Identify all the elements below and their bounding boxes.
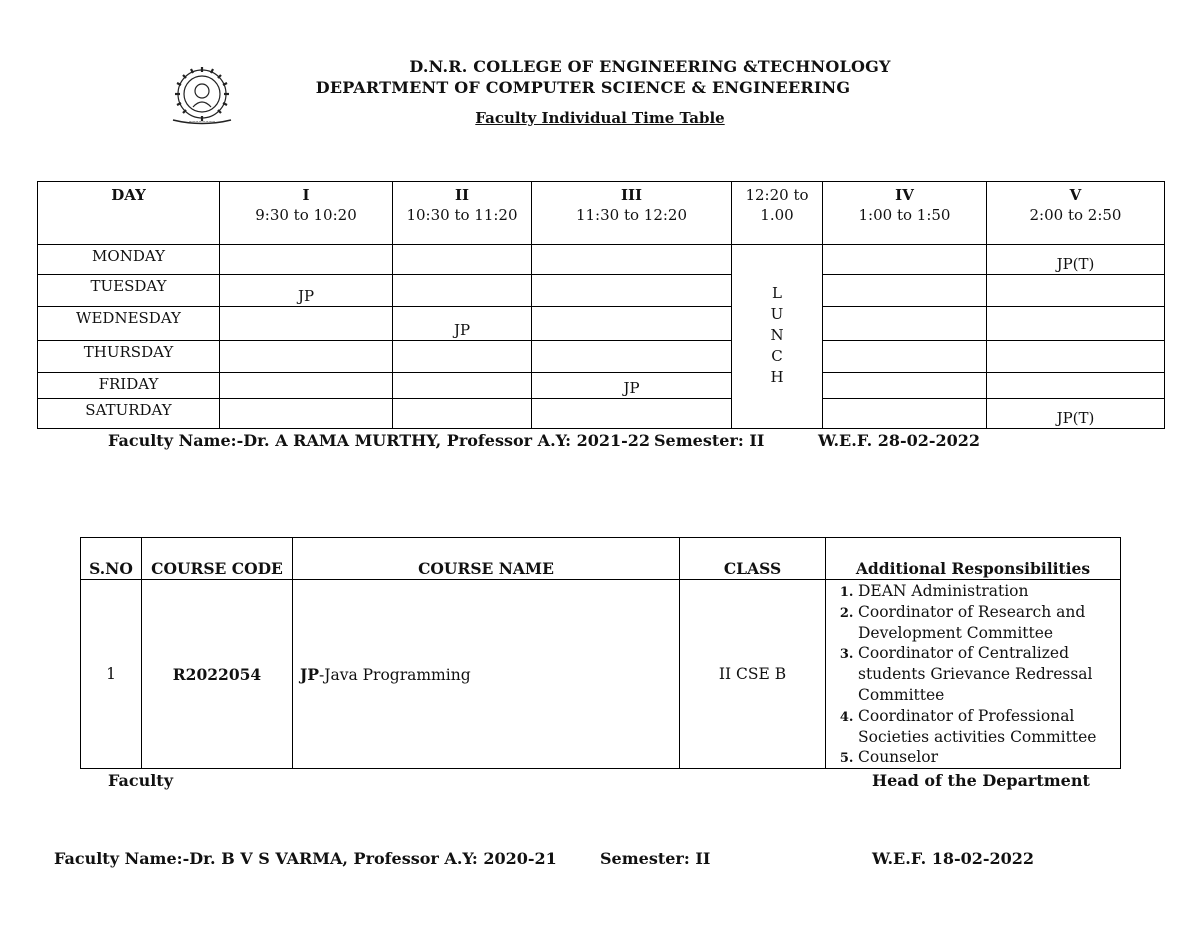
col-header-period-2: II 10:30 to 11:20 xyxy=(393,182,532,245)
list-item: 4. Coordinator of Professional Societies activities Committee xyxy=(858,706,1120,748)
period-cell xyxy=(393,275,532,307)
faculty-signature-label: Faculty xyxy=(108,771,173,790)
col-header-lunch: 12:20 to 1.00 xyxy=(732,182,823,245)
day-label: WEDNESDAY xyxy=(38,307,220,340)
sno-cell: 1 xyxy=(81,580,142,769)
semester-info-2: Semester: II xyxy=(600,849,711,868)
period-cell xyxy=(532,275,732,307)
col-header-period-5: V 2:00 to 2:50 xyxy=(987,182,1165,245)
col-header-course-name: COURSE NAME xyxy=(293,538,680,580)
table-row xyxy=(38,245,1165,275)
period-cell xyxy=(393,398,532,428)
course-name-text: -Java Programming xyxy=(319,665,471,684)
table-row xyxy=(38,398,1165,428)
table-row xyxy=(38,307,1165,340)
college-name: D.N.R. COLLEGE OF ENGINEERING &TECHNOLOGY xyxy=(409,57,891,76)
faculty-info-1: Faculty Name:-Dr. A RAMA MURTHY, Professor A.Y: 2021-22 xyxy=(108,431,651,450)
college-logo-icon xyxy=(165,65,239,125)
course-code-cell: R2022054 xyxy=(142,580,293,769)
list-item: 2. Coordinator of Research and Development Committee xyxy=(858,602,1120,644)
period-cell xyxy=(220,245,393,275)
period-cell xyxy=(393,372,532,398)
timetable-header-row xyxy=(38,182,1165,245)
responsibilities-list xyxy=(826,581,1120,768)
period-cell xyxy=(823,372,987,398)
period-cell xyxy=(532,398,732,428)
period-cell: JP xyxy=(393,307,532,340)
period-cell xyxy=(220,398,393,428)
period-cell: JP(T) xyxy=(987,398,1165,428)
table-row xyxy=(38,275,1165,307)
hod-signature-label: Head of the Department xyxy=(872,771,1090,790)
period-cell: JP xyxy=(220,275,393,307)
period-cell: JP xyxy=(532,372,732,398)
day-label: SATURDAY xyxy=(38,398,220,428)
department-name: DEPARTMENT OF COMPUTER SCIENCE & ENGINEERING xyxy=(315,78,851,97)
period-cell xyxy=(220,307,393,340)
period-cell xyxy=(532,307,732,340)
period-cell: JP(T) xyxy=(987,245,1165,275)
list-item: 5. Counselor xyxy=(858,747,1120,768)
col-header-period-3: III 11:30 to 12:20 xyxy=(532,182,732,245)
lunch-letter: H xyxy=(770,368,784,387)
col-header-day: DAY xyxy=(38,182,220,245)
col-header-responsibilities: Additional Responsibilities xyxy=(826,538,1121,580)
course-name-cell xyxy=(293,580,680,769)
course-abbr: JP xyxy=(300,664,319,684)
col-header-period-4: IV 1:00 to 1:50 xyxy=(823,182,987,245)
day-label: MONDAY xyxy=(38,245,220,275)
col-header-course-code: COURSE CODE xyxy=(142,538,293,580)
course-table xyxy=(80,537,1121,769)
col-header-class: CLASS xyxy=(680,538,826,580)
day-label: FRIDAY xyxy=(38,372,220,398)
period-cell xyxy=(393,245,532,275)
period-cell xyxy=(823,340,987,372)
lunch-letter: C xyxy=(771,347,783,366)
period-cell xyxy=(987,372,1165,398)
semester-info-1: Semester: II xyxy=(654,431,765,450)
lunch-letter: N xyxy=(770,326,784,345)
table-row xyxy=(38,340,1165,372)
course-header-row xyxy=(81,538,1121,580)
timetable xyxy=(37,181,1165,429)
period-cell xyxy=(823,398,987,428)
day-label: TUESDAY xyxy=(38,275,220,307)
period-cell xyxy=(823,275,987,307)
period-cell xyxy=(393,340,532,372)
table-row xyxy=(81,580,1121,769)
page-title: Faculty Individual Time Table xyxy=(475,109,725,127)
wef-info-1: W.E.F. 28-02-2022 xyxy=(818,431,981,450)
period-cell xyxy=(220,340,393,372)
svg-text:~~~~~~~~: ~~~~~~~~ xyxy=(188,119,216,124)
list-item: 3. Coordinator of Centralized students Grievance Redressal Committee xyxy=(858,643,1120,705)
wef-info-2: W.E.F. 18-02-2022 xyxy=(872,849,1035,868)
period-cell xyxy=(987,275,1165,307)
period-cell xyxy=(987,340,1165,372)
lunch-letter: L xyxy=(772,284,782,303)
table-row xyxy=(38,372,1165,398)
period-cell xyxy=(220,372,393,398)
faculty-info-2: Faculty Name:-Dr. B V S VARMA, Professor A.Y: 2020-21 xyxy=(54,849,557,868)
class-cell: II CSE B xyxy=(680,580,826,769)
lunch-cell xyxy=(732,245,823,429)
responsibilities-cell xyxy=(826,580,1121,769)
period-cell xyxy=(532,340,732,372)
period-cell xyxy=(823,245,987,275)
list-item: 1. DEAN Administration xyxy=(858,581,1120,602)
period-cell xyxy=(987,307,1165,340)
col-header-sno: S.NO xyxy=(81,538,142,580)
col-header-period-1: I 9:30 to 10:20 xyxy=(220,182,393,245)
period-cell xyxy=(532,245,732,275)
period-cell xyxy=(823,307,987,340)
lunch-letter: U xyxy=(770,305,784,324)
day-label: THURSDAY xyxy=(38,340,220,372)
